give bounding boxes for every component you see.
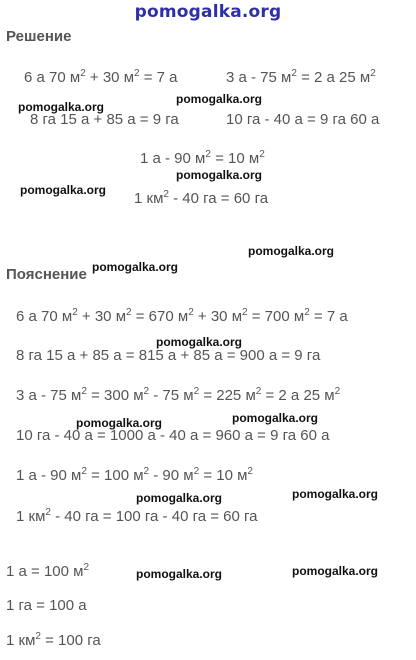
exponent: 2 [143,386,150,397]
explanation-heading: Пояснение [6,266,87,283]
explanation-line: 1 а - 90 $м^2 = 100$ $м^2 - 90$ $м^2 = 10$ $м^2$ [16,466,253,484]
watermark: pomogalka.org [232,411,319,425]
watermark: pomogalka.org [18,100,105,114]
exponent: 2 [304,307,310,318]
reference-line: 1 га = 100 а [6,597,87,614]
exponent: 2 [370,68,376,79]
exponent: 2 [334,386,341,397]
watermark: pomogalka.org [156,335,243,349]
watermark: pomogalka.org [248,244,335,258]
exponent: 2 [259,149,265,160]
exponent: 2 [163,189,169,200]
solution-line: 1 а - 90 $м^2 = 10$ $м^2$ [140,149,265,167]
exponent: 2 [193,386,200,397]
watermark: pomogalka.org [292,564,379,578]
solution-line: 3 а - 75 $м^2 = 2$ а 25 $м^2$ [226,68,376,86]
watermark: pomogalka.org [20,183,107,197]
site-title: pomogalka.org [134,2,282,22]
watermark: pomogalka.org [176,168,263,182]
explanation-line: 8 га 15 а + 85 а = 815 а + 85 а = 900 а = 9 га [16,347,321,364]
watermark: pomogalka.org [76,416,163,430]
watermark: pomogalka.org [292,487,379,501]
exponent: 2 [188,307,194,318]
watermark: pomogalka.org [136,567,223,581]
exponent: 2 [242,307,248,318]
exponent: 2 [143,466,150,477]
explanation-line: 3 а - 75 $м^2 = 300$ $м^2 - 75$ $м^2 = 225$ $м^2 = 2$ а 25 $м^2$ [16,386,341,404]
explanation-line: 1 $км^2 - 40$ га = 100 га - 40 га = 60 га [16,507,258,525]
exponent: 2 [83,562,90,573]
reference-line: 1 а = 100 $м^2$ [6,562,90,580]
exponent: 2 [45,507,51,518]
exponent: 2 [81,466,87,477]
solution-heading: Решение [6,28,72,45]
reference-line: 1 $км^2 = 100$ га [6,631,101,649]
exponent: 2 [72,307,78,318]
exponent: 2 [255,386,262,397]
solution-line: 6 а 70 $м^2 + 30$ $м^2 = 7$ а [24,68,178,86]
watermark: pomogalka.org [92,260,179,274]
exponent: 2 [126,307,132,318]
exponent: 2 [81,386,87,397]
watermark: pomogalka.org [136,491,223,505]
exponent: 2 [291,68,297,79]
exponent: 2 [205,149,211,160]
watermark: pomogalka.org [176,92,263,106]
exponent: 2 [80,68,86,79]
solution-line: 10 га - 40 а = 9 га 60 а [226,111,380,128]
exponent: 2 [247,466,253,477]
explanation-line: 10 га - 40 а = 1000 а - 40 а = 960 а = 9 га 60 а [16,427,330,444]
exponent: 2 [35,631,41,642]
solution-line: 8 га 15 а + 85 а = 9 га [30,111,179,128]
exponent: 2 [193,466,200,477]
exponent: 2 [134,68,140,79]
solution-line: 1 $км^2 - 40$ га = 60 га [134,189,269,207]
explanation-line: 6 а 70 $м^2 + 30$ $м^2 = 670$ $м^2 + 30$ $м^2 = 700$ $м^2 = 7$ а [16,307,348,325]
